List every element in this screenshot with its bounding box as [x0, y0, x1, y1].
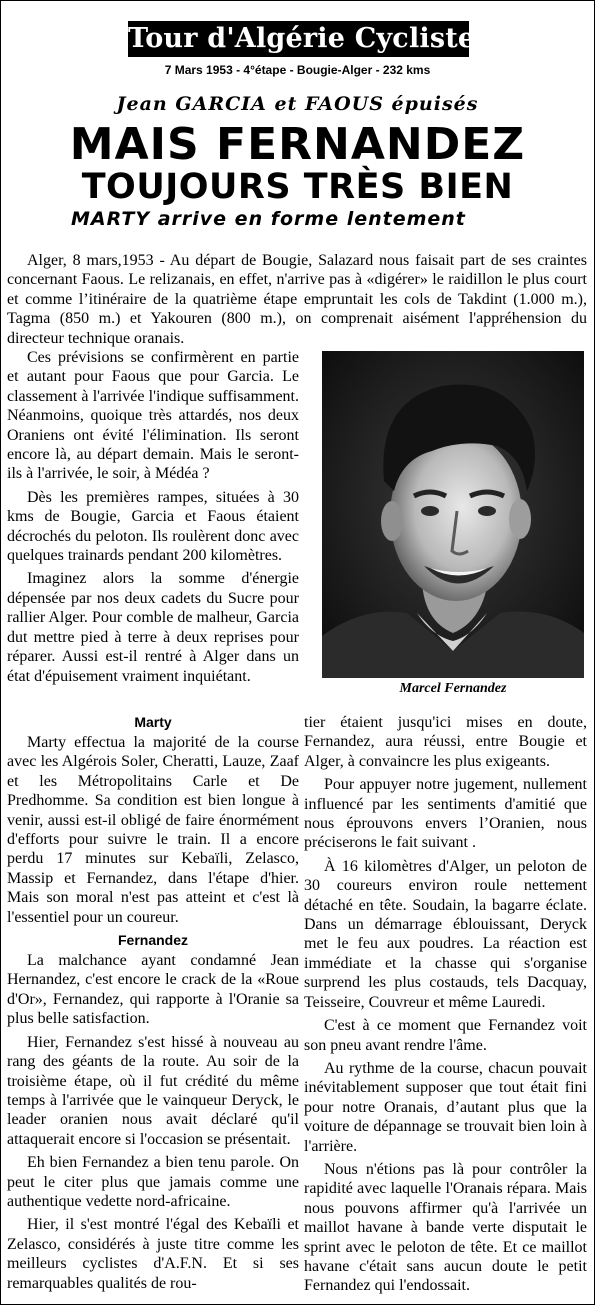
- dateline: 7 Mars 1953 - 4°étape - Bougie-Alger - 232 kms: [164, 63, 431, 77]
- paragraph: Ces prévisions se confirmèrent en partie et autant pour Faous que pour Garcia. Le classement à l'arrivée l'indique suffisamment. Néanmoins, quoique très attardés, nos deux Oraniens ont évité l'élimination. Ils seront encore là, au départ demain. Mais le seront-ils à l'arrivée, le soir, à Médéa ?: [7, 349, 299, 483]
- paragraph: Imaginez alors la somme d'énergie dépensée par nos deux cadets du Sucre pour rallier Alger. Pour comble de malheur, Garcia dut mettre pied à terre à deux reprises pour réparer. Aussi est-il rentré à Alger dans un état d'épuisement vraiment inquiétant.: [7, 570, 299, 685]
- column-left-top: [7, 348, 299, 690]
- paragraph: Pour appuyer notre jugement, nullement influencé par les sentiments d'amitié que nous éprouvons envers l’Oranien, nous préciserons le fait suivant .: [304, 776, 587, 852]
- subheadline: MARTY arrive en forme lentement: [71, 208, 466, 230]
- paragraph: À 16 kilomètres d'Alger, un peloton de 30 coureurs environ roule nettement détaché en tête. Soudain, la bagarre éclate. Dans un démarrage éblouissant, Deryck met le feu aux poudres. La réaction est immédiate et la chasse qui s'organise surprend les plus costauds, tels Dacquay, Teisseire, Couvreur et même Lauredi.: [304, 857, 587, 1011]
- column-right-bottom: [304, 713, 587, 1300]
- paragraph: Hier, il s'est montré l'égal des Kebaïli et Zelasco, considérés à juste titre comme les meilleurs cyclistes d'A.F.N. Et si ses remarquables qualités de rou-: [7, 1216, 299, 1292]
- paragraph: Nous n'étions pas là pour contrôler la rapidité avec laquelle l'Oranais répara. Mais nous pouvons affirmer qu'à l'arrivée un maillot havane à bande verte disputait le sprint avec le peloton de tête. Et ce maillot havane c'était sans aucun doute le petit Fernandez qui l'endossait.: [304, 1160, 587, 1295]
- column-left-bottom: [7, 713, 299, 1297]
- paragraph: Marty effectua la majorité de la course avec les Algérois Soler, Cheratti, Lauze, Zaaf et les Métropolitains Carle et De Predhomme. Sa condition est bien longue à venir, aussi est-il obligé de faire énormément d'efforts pour suivre le train. Il a encore perdu 17 minutes sur Kebaïli, Zelasco, Massip et Fernandez, dans l'étape d'hier. Mais son moral n'est pas atteint et c'est là l'essentiel pour un coureur.: [7, 734, 299, 926]
- paragraph-continuation: tier étaient jusqu'ici mises en doute, Fernandez, aura réussi, entre Bougie et Alger, à convaincre les plus exigeants.: [304, 714, 587, 770]
- paragraph: Eh bien Fernandez a bien tenu parole. On peut le citer plus que jamais comme une authentique vedette nord-africaine.: [7, 1154, 299, 1210]
- main-headline-line1: MAIS FERNANDEZ: [69, 119, 526, 170]
- section-heading-fernandez: Fernandez: [117, 932, 188, 949]
- main-headline-line2: TOUJOURS TRÈS BIEN: [81, 167, 514, 207]
- paragraph: Dès les premières rampes, situées à 30 kms de Bougie, Garcia et Faous étaient décrochés du peloton. Ils roulèrent donc avec quelques trainards pendant 200 kilomètres.: [7, 488, 299, 565]
- paragraph: C'est à ce moment que Fernandez voit son pneu avant rendre l'âme.: [304, 1017, 587, 1054]
- paragraph: Au rythme de la course, chacun pouvait inévitablement supposer que tout était fini pour notre Oranais, d’autant plus que la voiture de dépannage se trouvait bien loin à l'arrière.: [304, 1059, 587, 1155]
- paragraph: La malchance ayant condamné Jean Hernandez, c'est encore le crack de la «Roue d'Or», Fernandez, qui rapporte à l'Oranie sa plus belle satisfaction.: [7, 952, 299, 1028]
- kicker-headline: Jean GARCIA et FAOUS épuisés: [116, 93, 479, 115]
- section-heading-marty: Marty: [134, 714, 172, 730]
- masthead: Tour d'Algérie Cycliste: [128, 21, 469, 57]
- portrait-illustration: [322, 351, 584, 678]
- photo-caption: Marcel Fernandez: [399, 681, 507, 696]
- lead-paragraph: Alger, 8 mars,1953 - Au départ de Bougie, Salazard nous faisait part de ses craintes concernant Faous. Le relizanais, en effet, n'arrive pas à «digérer» le raidillon le plus court et comme l’itinéraire de la quatrième étape empruntait les cols de Takdint (1.000 m.), Tagma (850 m.) et Yakouren (800 m.), on comprenait aisément l'appréhension du directeur technique oranais.: [7, 252, 587, 347]
- paragraph: Hier, Fernandez s'est hissé à nouveau au rang des géants de la route. Au soir de la troisième étape, où il fut crédité du même temps à l'arrivée que le vainqueur Deryck, le leader oranien nous avait déclaré qu'il attaquerait encore si l'occasion se présentait.: [7, 1033, 299, 1148]
- portrait-photo: [322, 351, 584, 678]
